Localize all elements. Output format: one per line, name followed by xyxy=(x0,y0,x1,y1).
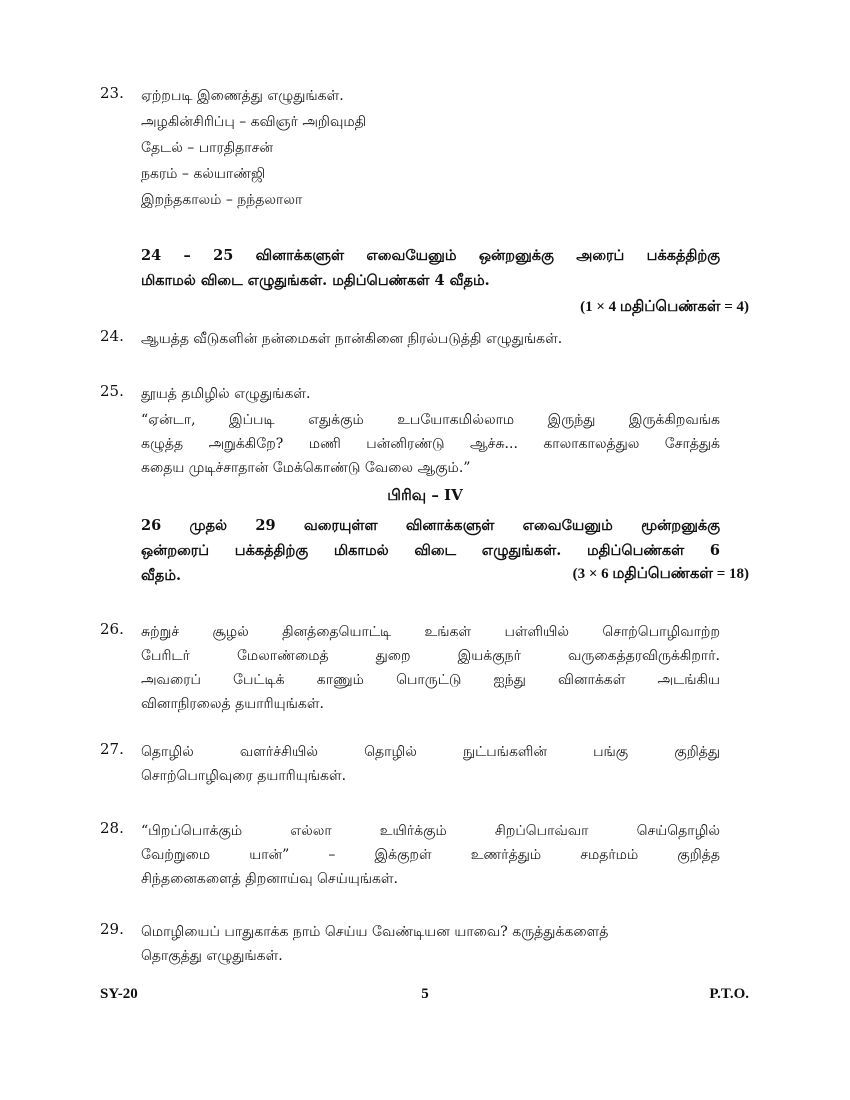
question-number: 29. xyxy=(100,920,124,938)
question-line: பேரிடர் மேலாண்மைத் துறை இயக்குநர் வருகைத்தரவிருக்கிறார். xyxy=(141,648,720,664)
question-line: வேற்றுமை யான்” – இக்குறள் உணர்த்தும் சமதர்மம் குறித்த xyxy=(141,847,720,863)
question-number: 24. xyxy=(100,327,124,345)
question-text: ஏற்றபடி இணைத்து எழுதுங்கள். xyxy=(141,88,344,104)
instruction-line: வீதம். xyxy=(141,567,182,584)
question-28 xyxy=(100,819,720,891)
question-29 xyxy=(100,920,720,968)
question-text: ஆயத்த வீடுகளின் நன்மைகள் நான்கினை நிரல்படுத்தி எழுதுங்கள். xyxy=(141,331,563,347)
question-number: 25. xyxy=(100,382,124,400)
question-text: தூயத் தமிழில் எழுதுங்கள். xyxy=(141,386,311,402)
question-25 xyxy=(100,382,720,480)
question-line: “பிறப்பொக்கும் எல்லா உயிர்க்கும் சிறப்பொவ்வா செய்தொழில் xyxy=(141,823,720,839)
question-24 xyxy=(100,327,720,351)
instruction-line: மிகாமல் விடை எழுதுங்கள். மதிப்பெண்கள் 4 வீதம். xyxy=(141,272,490,289)
question-line: சிந்தனைகளைத் திறனாய்வு செய்யுங்கள். xyxy=(141,871,398,887)
question-26 xyxy=(100,620,720,716)
instruction-line: 24 – 25 வினாக்களுள் எவையேனும் ஒன்றனுக்கு அரைப் பக்கத்திற்கு xyxy=(141,247,720,264)
list-item: அழகின்சிரிப்பு – கவிஞர் அறிவுமதி xyxy=(141,114,367,130)
list-item: நகரம் – கல்யாண்ஜி xyxy=(141,166,266,182)
page-number: 5 xyxy=(421,986,429,1002)
quote-line: “ஏன்டா, இப்படி எதுக்கும் உபயோகமில்லாம இருந்து இருக்கிறவங்க xyxy=(141,412,720,428)
question-line: சுற்றுச் சூழல் தினத்தையொட்டி உங்கள் பள்ளியில் சொற்பொழிவாற்ற xyxy=(141,624,720,640)
question-number: 28. xyxy=(100,819,124,837)
list-item: தேடல் – பாரதிதாசன் xyxy=(141,140,273,156)
paper-code: SY-20 xyxy=(100,986,138,1002)
question-number: 27. xyxy=(100,740,124,758)
marks-scheme: (3 × 6 மதிப்பெண்கள் = 18) xyxy=(572,566,749,582)
instruction-line: 26 முதல் 29 வரையுள்ள வினாக்களுள் எவையேனும் மூன்றனுக்கு xyxy=(141,517,720,534)
question-number: 26. xyxy=(100,620,124,638)
list-item: இறந்தகாலம் – நந்தலாலா xyxy=(141,192,303,208)
question-line: சொற்பொழிவுரை தயாரியுங்கள். xyxy=(141,768,347,784)
question-number: 23. xyxy=(100,84,124,102)
section-heading: பிரிவு – IV xyxy=(387,486,463,504)
question-line: தொகுத்து எழுதுங்கள். xyxy=(141,948,283,964)
question-line: அவரைப் பேட்டிக் காணும் பொருட்டு ஐந்து வினாக்கள் அடங்கிய xyxy=(141,672,720,688)
question-line: தொழில் வளர்ச்சியில் தொழில் நுட்பங்களின் பங்கு குறித்து xyxy=(141,744,720,760)
instruction-line: ஒன்றரைப் பக்கத்திற்கு மிகாமல் விடை எழுதுங்கள். மதிப்பெண்கள் 6 xyxy=(141,542,720,559)
question-27 xyxy=(100,740,720,788)
quote-line: கழுத்த அறுக்கிறே? மணி பன்னிரண்டு ஆச்சு... காலாகாலத்துல சோத்துக் xyxy=(141,436,720,452)
question-line: வினாநிரலைத் தயாரியுங்கள். xyxy=(141,696,324,712)
question-line: மொழியைப் பாதுகாக்க நாம் செய்ய வேண்டியன யாவை? கருத்துக்களைத் xyxy=(141,924,609,940)
pto-label: P.T.O. xyxy=(709,986,749,1002)
section-instruction-24-25 xyxy=(100,243,720,293)
marks-scheme: (1 × 4 மதிப்பெண்கள் = 4) xyxy=(580,299,749,315)
quote-line: கதைய முடிச்சாதான் மேக்கொண்டு வேலை ஆகும்.” xyxy=(141,460,471,476)
question-23 xyxy=(100,84,720,212)
